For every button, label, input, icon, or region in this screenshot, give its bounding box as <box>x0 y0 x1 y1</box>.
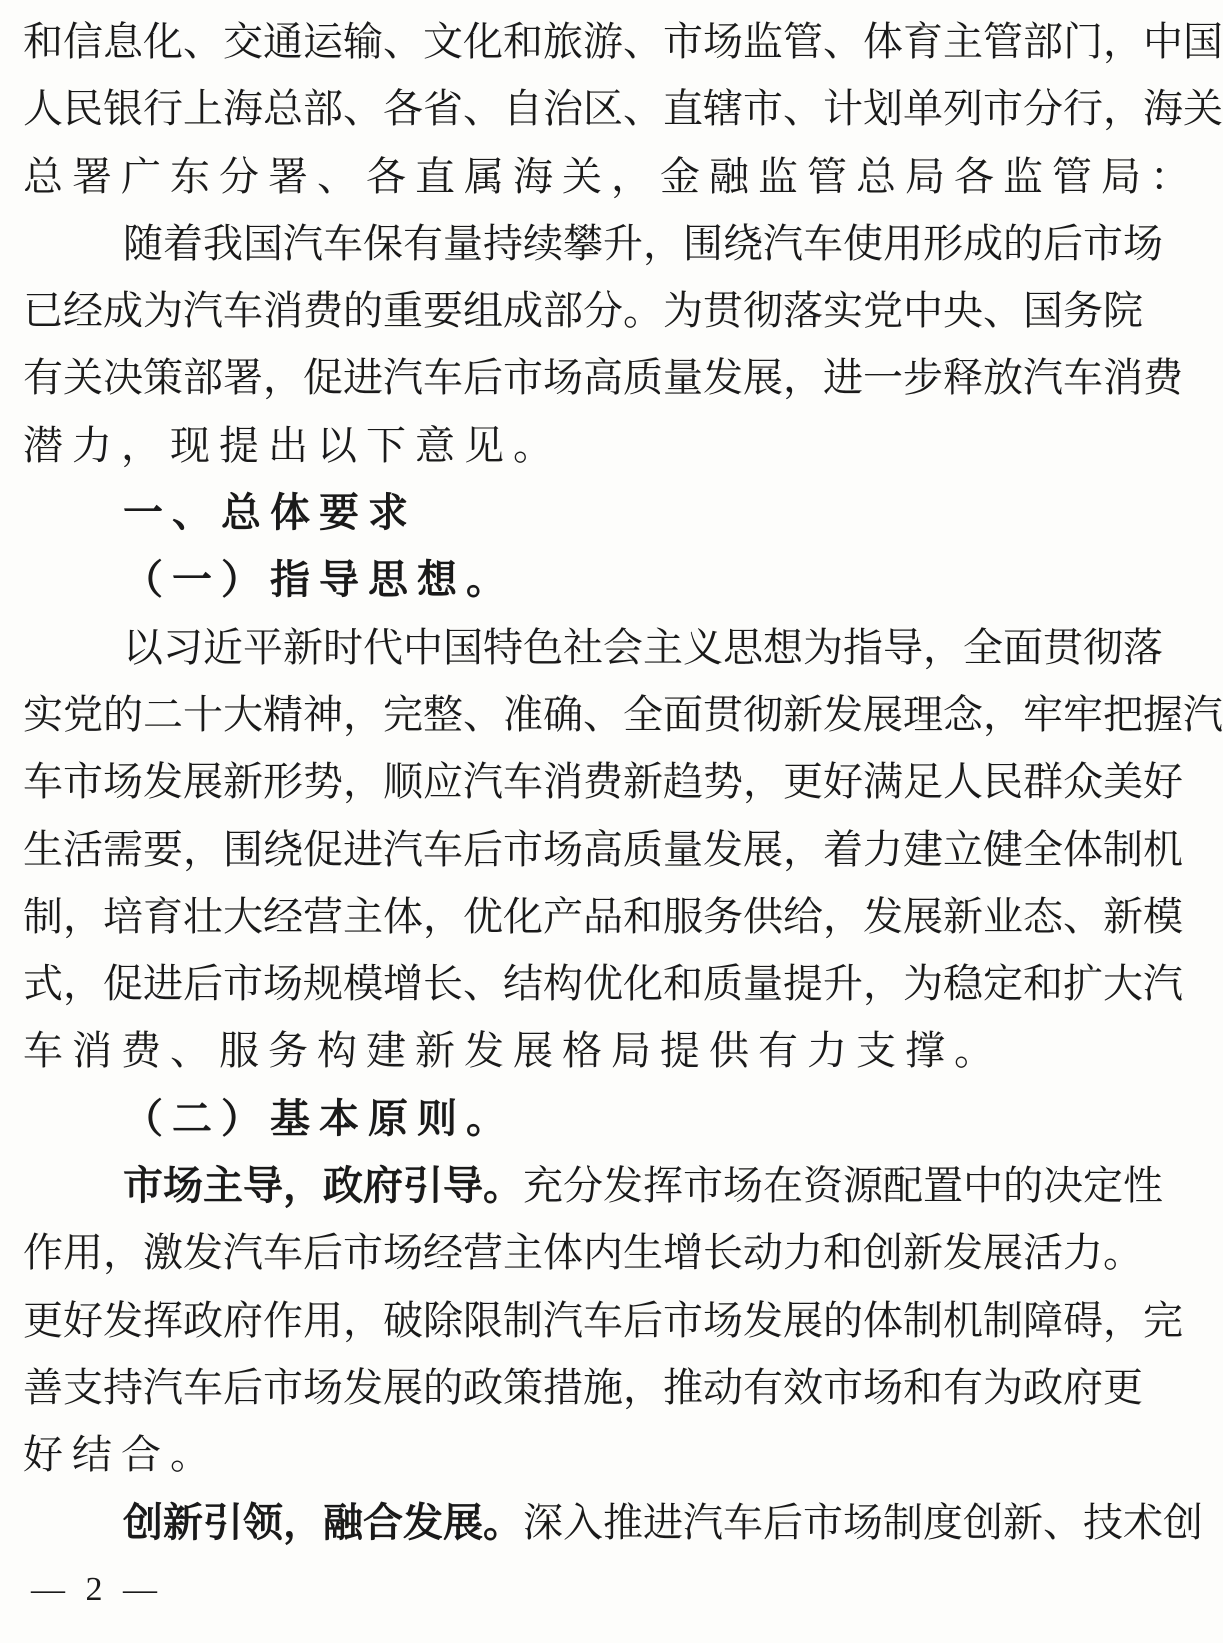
principle-title: 市场主导，政府引导。 <box>123 1163 523 1210</box>
text-line: 更好发挥政府作用，破除限制汽车后市场发展的体制机制障碍，完 <box>23 1297 1183 1344</box>
section-heading: 一、总体要求 <box>123 490 417 537</box>
paragraph-start <box>23 1153 1163 1220</box>
principle-text: 充分发挥市场在资源配置中的决定性 <box>523 1163 1163 1210</box>
principle-text: 深入推进汽车后市场制度创新、技术创 <box>523 1499 1203 1546</box>
text-line: 有关决策部署，促进汽车后市场高质量发展，进一步释放汽车消费 <box>23 355 1183 402</box>
text-line: 已经成为汽车消费的重要组成部分。为贯彻落实党中央、国务院 <box>23 288 1143 335</box>
subsection-heading: （二）基本原则。 <box>123 1095 515 1142</box>
text-line: 生活需要，围绕促进汽车后市场高质量发展，着力建立健全体制机 <box>23 826 1183 873</box>
text-line: 人民银行上海总部、各省、自治区、直辖市、计划单列市分行，海关 <box>23 86 1223 133</box>
text-line: 好结合。 <box>23 1432 219 1479</box>
text-line: 实党的二十大精神，完整、准确、全面贯彻新发展理念，牢牢把握汽 <box>23 691 1223 738</box>
text-line: 作用，激发汽车后市场经营主体内生增长动力和创新发展活力。 <box>23 1230 1143 1277</box>
text-line: 制，培育壮大经营主体，优化产品和服务供给，发展新业态、新模 <box>23 893 1183 940</box>
subsection-heading: （一）指导思想。 <box>123 557 515 604</box>
page-number: — 2 — <box>31 1571 163 1608</box>
paragraph-start: 以习近平新时代中国特色社会主义思想为指导，全面贯彻落 <box>123 624 1163 671</box>
text-line: 潜力，现提出以下意见。 <box>23 422 562 469</box>
text-line: 式，促进后市场规模增长、结构优化和质量提升，为稳定和扩大汽 <box>23 961 1183 1008</box>
text-line: 和信息化、交通运输、文化和旅游、市场监管、体育主管部门，中国 <box>23 19 1223 65</box>
text-line: 车市场发展新形势，顺应汽车消费新趋势，更好满足人民群众美好 <box>23 759 1183 806</box>
paragraph-start: 随着我国汽车保有量持续攀升，围绕汽车使用形成的后市场 <box>123 220 1163 267</box>
text-line: 总署广东分署、各直属海关，金融监管总局各监管局： <box>23 153 1199 200</box>
document-body <box>23 9 1223 1557</box>
text-line: 善支持汽车后市场发展的政策措施，推动有效市场和有为政府更 <box>23 1364 1143 1411</box>
text-line: 车消费、服务构建新发展格局提供有力支撑。 <box>23 1028 1003 1075</box>
principle-title: 创新引领，融合发展。 <box>123 1499 523 1546</box>
paragraph-start <box>23 1490 1203 1557</box>
